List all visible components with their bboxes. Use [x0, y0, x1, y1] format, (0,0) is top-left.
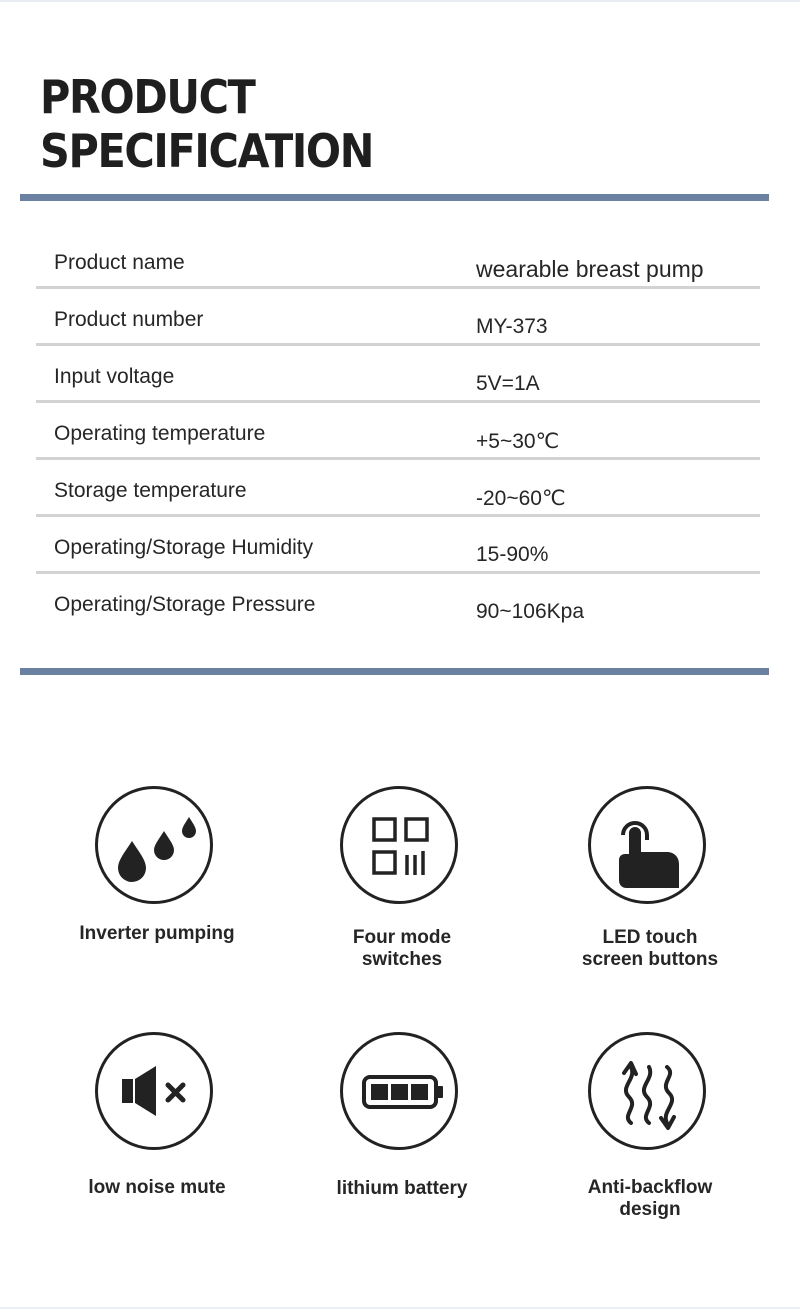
spec-value: +5~30℃ [476, 430, 560, 453]
feature-icon-circle [340, 786, 458, 904]
spec-value: 15-90% [476, 543, 549, 566]
page-title [40, 70, 373, 178]
spec-value: -20~60℃ [476, 487, 566, 510]
spec-label: Operating/Storage Humidity [54, 536, 314, 559]
speaker-mute-icon [98, 1035, 210, 1147]
spec-label: Input voltage [54, 365, 175, 388]
water-drops-icon [98, 789, 210, 901]
feature-label-line1: Anti-backflow [587, 1177, 713, 1198]
mode-grid-icon [343, 789, 455, 901]
spec-label: Product number [54, 308, 204, 331]
spec-value: 5V=1A [476, 372, 540, 395]
spec-label: Operating/Storage Pressure [54, 593, 316, 616]
feature-label-line2: switches [361, 949, 443, 970]
feature-icon-circle [340, 1032, 458, 1150]
spec-row-product-name [36, 232, 760, 289]
spec-row-product-number [36, 289, 760, 346]
spec-value: wearable breast pump [476, 256, 704, 282]
spec-label: Operating temperature [54, 422, 266, 445]
feature-label [530, 927, 770, 971]
feature-label [37, 1177, 277, 1199]
title-line-2: SPECIFICATION [40, 124, 374, 178]
spec-row-operating-temperature [36, 403, 760, 460]
bottom-accent-bar [20, 668, 769, 675]
spec-row-humidity [36, 517, 760, 574]
feature-label-line1: lithium battery [336, 1178, 468, 1199]
battery-icon [343, 1035, 455, 1147]
feature-label-line2: design [619, 1199, 681, 1220]
spec-label: Product name [54, 251, 185, 274]
feature-label-line1: low noise mute [88, 1177, 226, 1198]
top-edge [0, 0, 800, 2]
feature-icon-circle [588, 786, 706, 904]
spec-value: MY-373 [476, 315, 548, 338]
feature-icon-circle [588, 1032, 706, 1150]
feature-label [37, 923, 277, 945]
feature-icon-circle [95, 1032, 213, 1150]
feature-label-line1: Inverter pumping [79, 923, 235, 944]
feature-label-line1: LED touch [602, 927, 698, 948]
feature-label [282, 927, 522, 971]
feature-label-line1: Four mode [352, 927, 452, 948]
spec-row-input-voltage [36, 346, 760, 403]
title-line-1: PRODUCT [40, 70, 255, 124]
spec-label: Storage temperature [54, 479, 247, 502]
feature-label-line2: screen buttons [581, 949, 719, 970]
spec-table [36, 232, 760, 631]
backflow-arrows-icon [591, 1035, 703, 1147]
spec-row-pressure [36, 574, 760, 631]
feature-label [282, 1178, 522, 1200]
top-accent-bar [20, 194, 769, 201]
spec-row-storage-temperature [36, 460, 760, 517]
feature-icon-circle [95, 786, 213, 904]
feature-label [530, 1177, 770, 1221]
spec-value: 90~106Kpa [476, 600, 585, 623]
touch-finger-icon [591, 789, 703, 901]
